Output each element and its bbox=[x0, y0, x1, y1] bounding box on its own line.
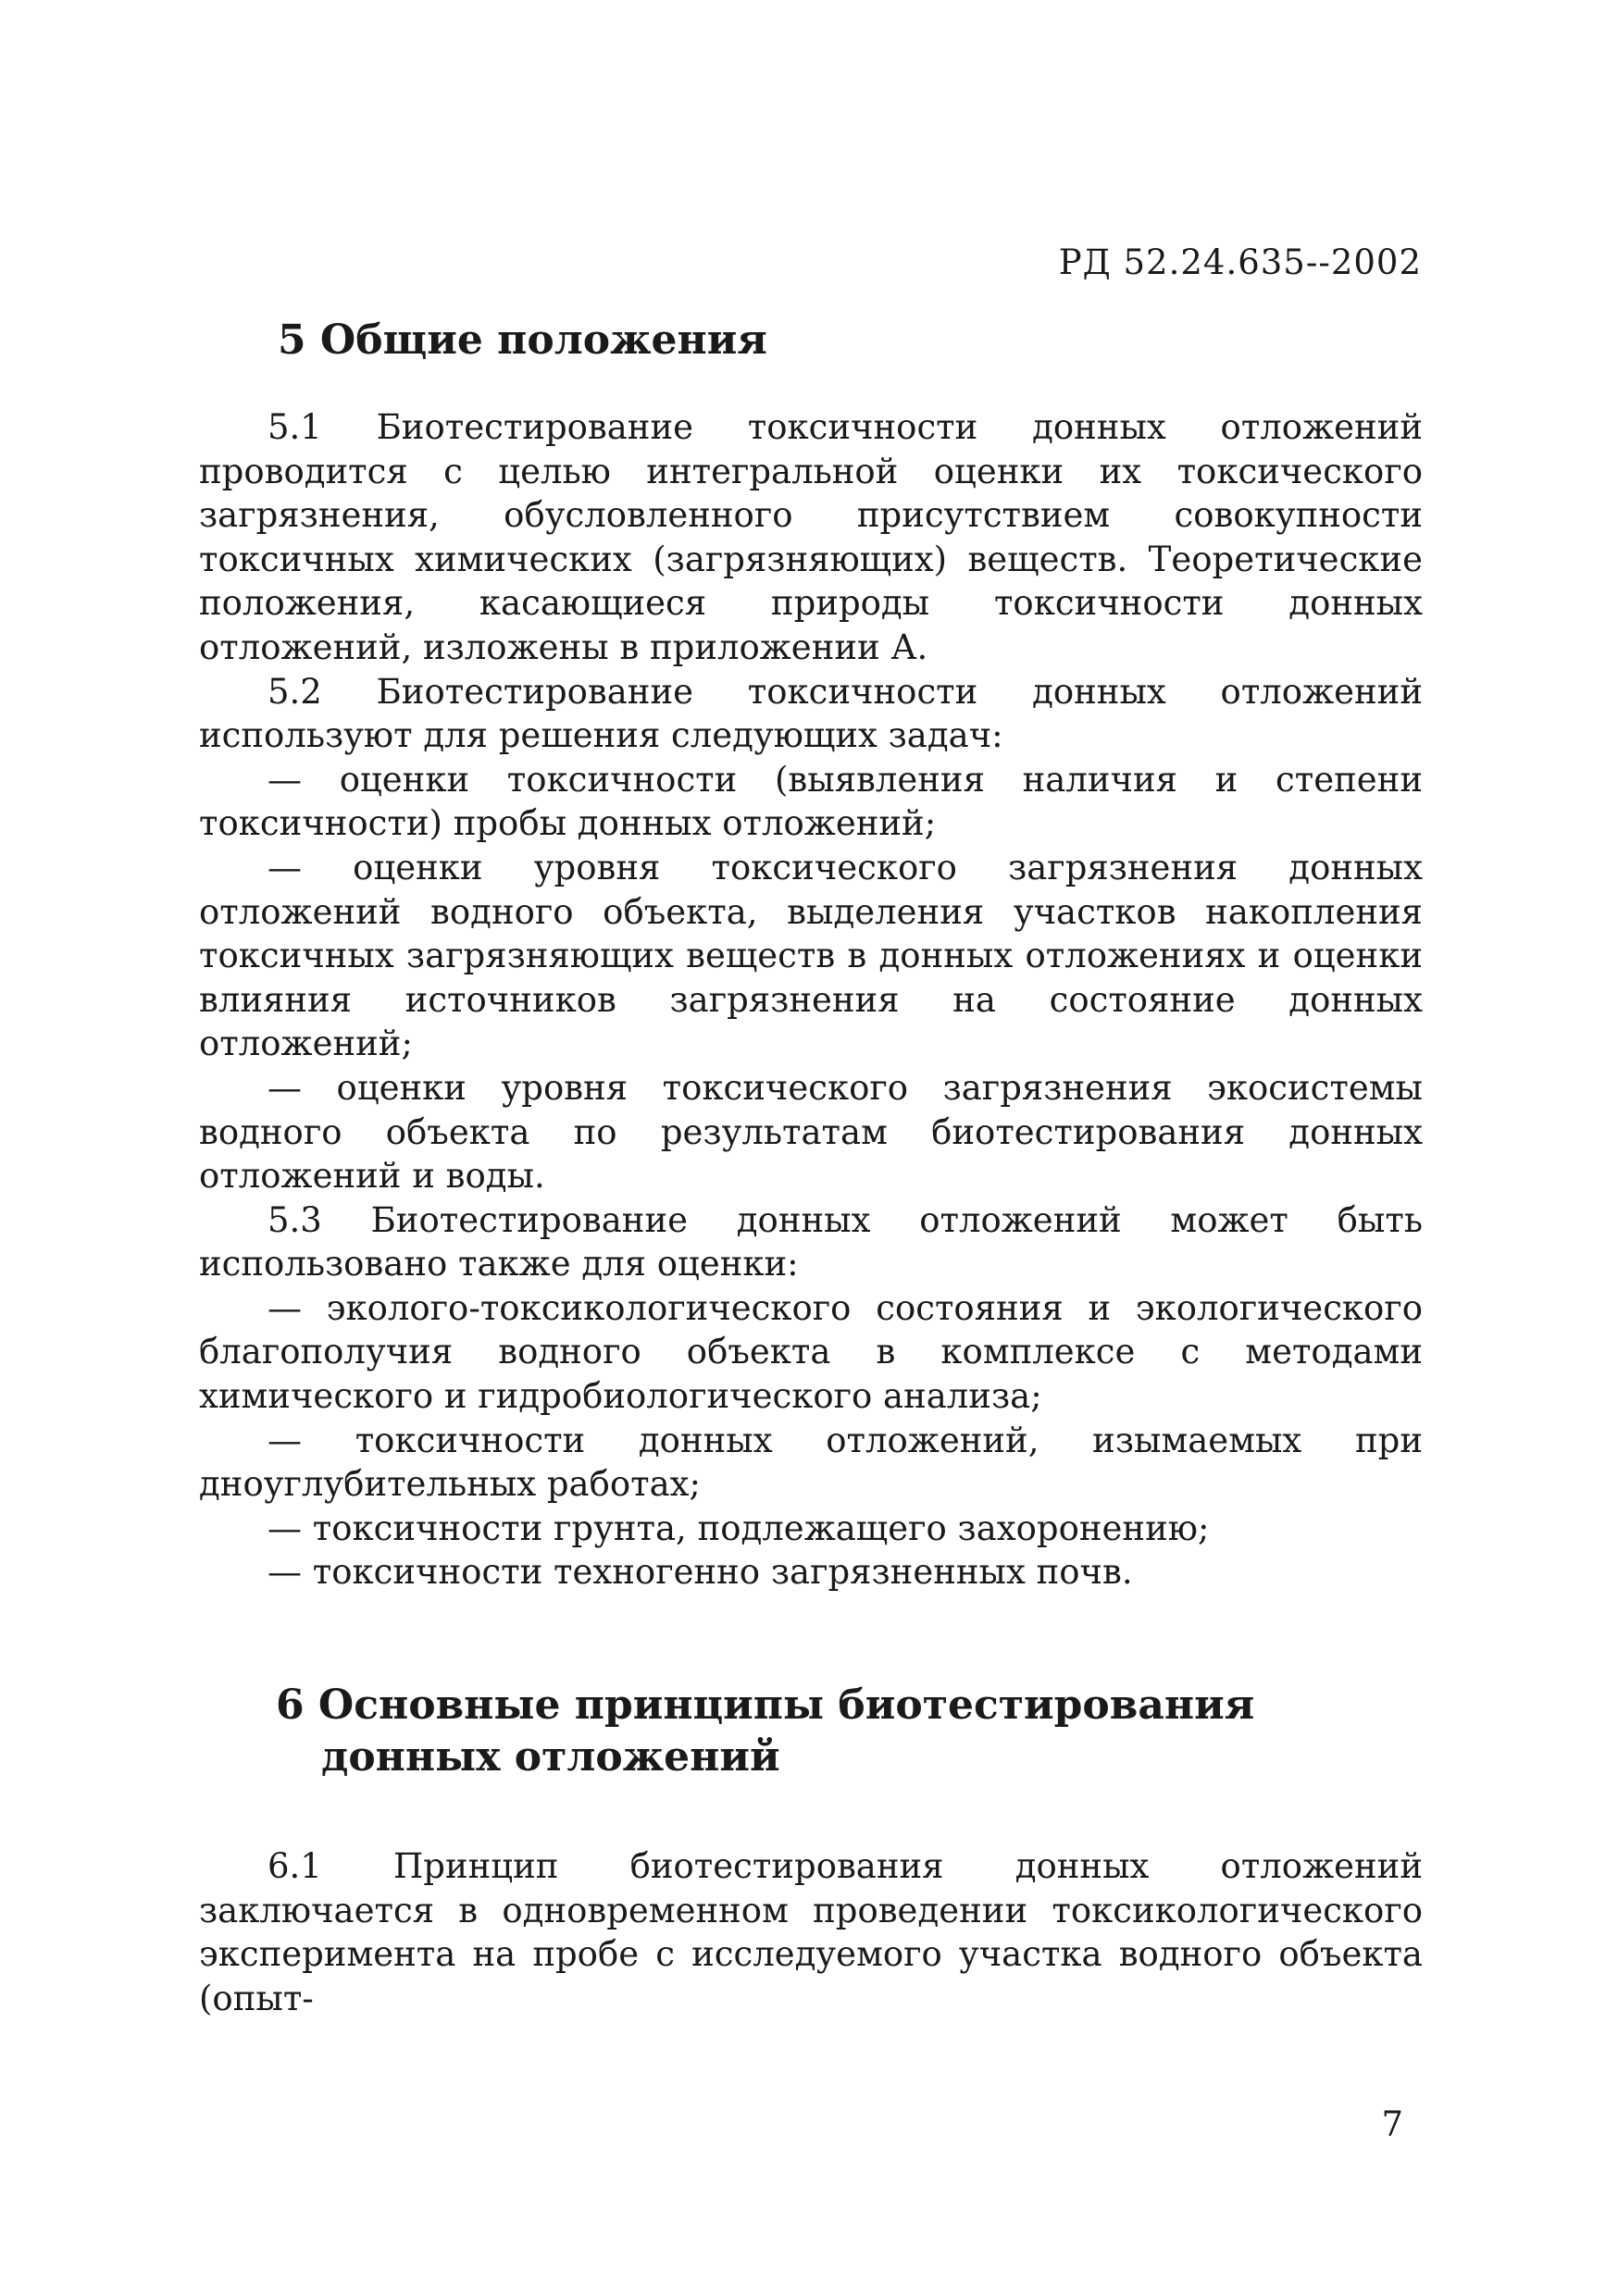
section-5-heading: 5 Общие положения bbox=[278, 316, 767, 364]
list-item: — оценки уровня токсического загрязнения донных отложений водного объекта, выделения участков накопления токсичных загрязняющих веществ в донных отложениях и оценки влияния источников загрязнения на состояние донных отложений; bbox=[199, 847, 1423, 1064]
section-6-heading bbox=[276, 1680, 1254, 1783]
section-5-body bbox=[199, 405, 1423, 1595]
list-item: — эколого-токсикологического состояния и экологического благополучия водного объекта в комплексе с методами химического и гидробиологического анализа; bbox=[199, 1287, 1423, 1417]
list-item: — оценки токсичности (выявления наличия и степени токсичности) пробы донных отложений; bbox=[199, 759, 1423, 844]
list-item: — токсичности техногенно загрязненных почв. bbox=[268, 1552, 1133, 1593]
page-number: 7 bbox=[1381, 2104, 1403, 2144]
list-item: — оценки уровня токсического загрязнения экосистемы водного объекта по результатам биотестирования донных отложений и воды. bbox=[199, 1067, 1423, 1197]
section-6-heading-line1: 6 Основные принципы биотестирования bbox=[276, 1682, 1255, 1729]
paragraph-5-1: 5.1 Биотестирование токсичности донных отложений проводится с целью интегральной оценки их токсического загрязнения, обусловленного присутствием совокупности токсичных химических (загрязняющих) веществ. Теоретические положения, касающиеся природы токсичности донных отложений, изложены в приложении А. bbox=[199, 407, 1423, 667]
paragraph-6-1: 6.1 Принцип биотестирования донных отложений заключается в одновременном проведении токсикологического эксперимента на пробе с исследуемого участка водного объекта (опыт- bbox=[199, 1846, 1423, 2018]
paragraph-5-3: 5.3 Биотестирование донных отложений может быть использовано также для оценки: bbox=[199, 1199, 1423, 1285]
list-item: — токсичности донных отложений, изымаемых при дноуглубительных работах; bbox=[199, 1420, 1423, 1505]
section-6-body bbox=[199, 1844, 1423, 2020]
list-item: — токсичности грунта, подлежащего захоронению; bbox=[268, 1508, 1210, 1548]
section-6-heading-line2: донных отложений bbox=[321, 1733, 780, 1781]
paragraph-5-2: 5.2 Биотестирование токсичности донных отложений используют для решения следующих задач: bbox=[199, 671, 1423, 756]
document-code: РД 52.24.635--2002 bbox=[1058, 242, 1422, 282]
